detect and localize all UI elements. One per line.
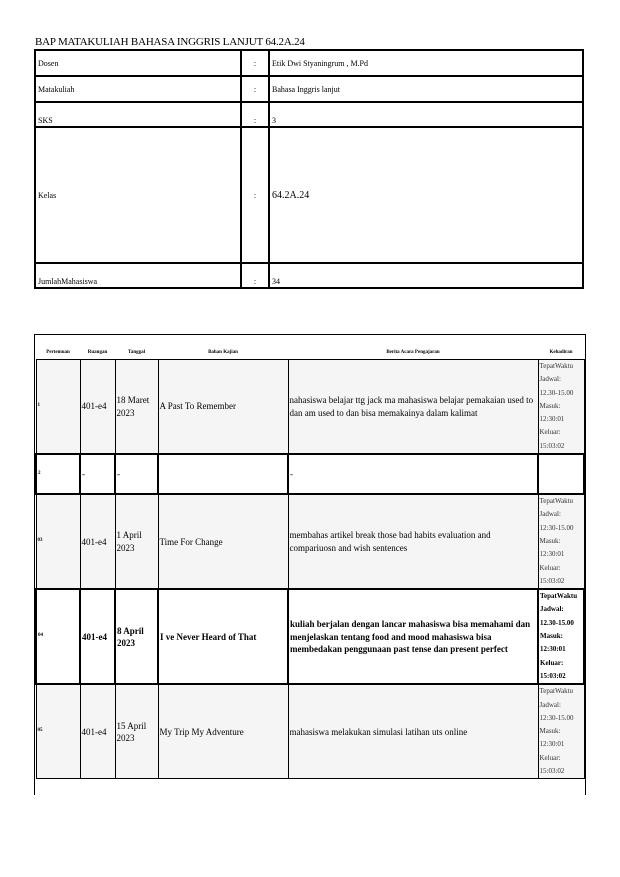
info-label: Kelas (35, 127, 241, 263)
bahan-kajian-cell: I ve Never Heard of That (158, 589, 288, 684)
ruangan-cell: 401-e4 (80, 684, 115, 779)
tanggal-cell: 8 April 2023 (115, 589, 158, 684)
info-value: Etik Dwi Styaningrum , M.Pd (269, 50, 583, 76)
tanggal-cell: 1 April 2023 (115, 494, 158, 589)
kehadiran-line: TepatWaktu (539, 362, 574, 370)
kehadiran-line: Masuk: (539, 727, 561, 736)
info-value: Bahasa Inggris lanjut (269, 76, 583, 102)
berita-acara-cell: membahas artikel break those bad habits evaluation and compariuosn and wish sentences (288, 494, 538, 589)
berita-acara-cell: kuliah berjalan dengan lancar mahasiswa bisa memahami dan menjelaskan tentang food and mood mahasiswa bisa membedakan penggunaan past tense dan present perfect (288, 589, 538, 684)
kehadiran-line: Masuk: (539, 401, 561, 410)
header-pertemuan: Pertemuan (36, 345, 80, 360)
kehadiran-line: Jadwal: (539, 510, 561, 519)
berita-acara-cell: - (288, 454, 538, 494)
header-berita-acara: Berita Acara Pengajaran (288, 345, 538, 360)
kehadiran-cell (538, 454, 584, 494)
header-ruangan: Ruangan (80, 345, 115, 360)
info-row-dosen (35, 50, 583, 76)
info-separator: : (241, 50, 269, 76)
kehadiran-line: Jadwal: (540, 605, 564, 614)
info-value: 3 (269, 102, 583, 127)
header-kehadiran: Kehadiran (538, 345, 584, 360)
kehadiran-line: 12:30:01 (539, 415, 565, 424)
table-row (36, 360, 584, 455)
kehadiran-line: 12:30-15.00 (539, 713, 574, 722)
kehadiran-line: TepatWaktu (539, 687, 574, 696)
ruangan-cell: 401-e4 (80, 360, 115, 455)
info-label: JumlahMahasiswa (35, 263, 241, 288)
kehadiran-line: TepatWaktu (539, 497, 574, 506)
kehadiran-line: 12.30-15.00 (539, 388, 574, 397)
kehadiran-line: 12:30:01 (539, 550, 565, 559)
kehadiran-line: Keluar: (540, 658, 564, 667)
info-label: Matakuliah (35, 76, 241, 102)
info-row-matakuliah (35, 76, 583, 102)
kehadiran-line: 12.30-15.00 (540, 618, 574, 627)
header-tanggal: Tanggal (115, 345, 158, 360)
schedule-header-row (36, 345, 584, 360)
schedule-table (35, 345, 585, 779)
table-row (36, 684, 584, 779)
info-label: Dosen (35, 50, 241, 76)
kehadiran-cell (538, 684, 584, 779)
kehadiran-line: Jadwal: (539, 700, 561, 709)
info-value: 64.2A.24 (269, 127, 583, 263)
info-row-kelas (35, 127, 583, 263)
kehadiran-line: Keluar: (539, 563, 561, 572)
info-row-sks (35, 102, 583, 127)
ruangan-cell: - (80, 454, 115, 494)
kehadiran-line: Keluar: (539, 753, 561, 762)
berita-acara-cell: mahasiswa melakukan simulasi latihan uts online (288, 684, 538, 779)
kehadiran-line: Jadwal: (539, 375, 561, 384)
ruangan-cell: 401-e4 (80, 589, 115, 684)
bahan-kajian-cell: My Trip My Adventure (158, 684, 288, 779)
kehadiran-cell (538, 589, 584, 684)
kehadiran-line: Masuk: (540, 632, 563, 641)
info-label: SKS (35, 102, 241, 127)
schedule-body (36, 360, 584, 779)
kehadiran-line: 12:30:01 (539, 740, 565, 749)
course-info-table (34, 49, 584, 289)
tanggal-cell: 18 Maret 2023 (115, 360, 158, 455)
info-separator: : (241, 102, 269, 127)
berita-acara-cell: nahasiswa belajar ttg jack ma mahasiswa belajar pemakaian used to dan am used to dan bisa memakainya dalam kalimat (288, 360, 538, 455)
pertemuan-cell: 1 (36, 360, 80, 455)
kehadiran-line: TepatWaktu (540, 592, 578, 601)
pertemuan-cell: 04 (36, 589, 80, 684)
schedule-section (34, 334, 586, 795)
info-row-jumlah (35, 263, 583, 288)
kehadiran-line: 12:30:01 (540, 645, 566, 654)
kehadiran-line: 12:30-15.00 (539, 523, 574, 532)
info-separator: : (241, 263, 269, 288)
header-bahan-kajian: Bahan Kajian (158, 345, 288, 360)
kehadiran-cell (538, 360, 584, 455)
ruangan-cell: 401-e4 (80, 494, 115, 589)
kehadiran-line: 15:03:02 (539, 441, 565, 450)
info-separator: : (241, 76, 269, 102)
kehadiran-cell (538, 494, 584, 589)
bahan-kajian-cell: A Past To Remember (158, 360, 288, 455)
kehadiran-line: 15:03:02 (539, 576, 565, 585)
table-row (36, 454, 584, 494)
tanggal-cell: - (115, 454, 158, 494)
info-value: 34 (269, 263, 583, 288)
table-row (36, 494, 584, 589)
info-separator: : (241, 127, 269, 263)
kehadiran-line: Masuk: (539, 536, 561, 545)
table-row (36, 589, 584, 684)
bahan-kajian-cell (158, 454, 288, 494)
kehadiran-line: 15:03:02 (540, 671, 566, 680)
tanggal-cell: 15 April 2023 (115, 684, 158, 779)
pertemuan-cell: 2 (36, 454, 80, 494)
kehadiran-line: 15:03:02 (539, 767, 565, 776)
pertemuan-cell: 05 (36, 684, 80, 779)
kehadiran-line: Keluar: (539, 428, 561, 437)
pertemuan-cell: 03 (36, 494, 80, 589)
bahan-kajian-cell: Time For Change (158, 494, 288, 589)
document-title: BAP MATAKULIAH BAHASA INGGRIS LANJUT 64.2A.24 (35, 36, 305, 48)
